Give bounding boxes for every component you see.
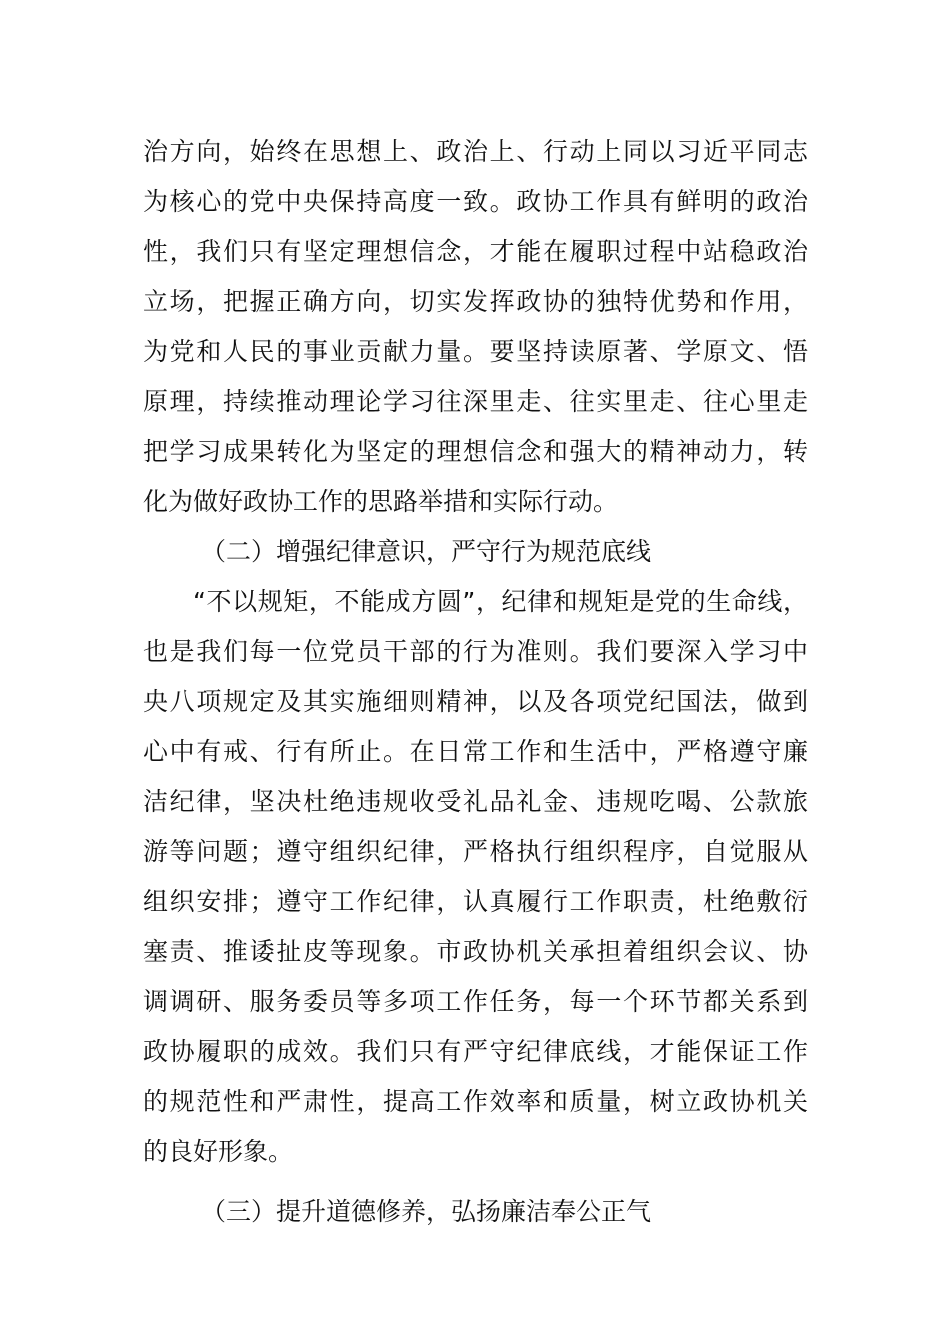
paragraph-line: 为党和人民的事业贡献力量。要坚持读原著、学原文、悟 bbox=[143, 337, 808, 366]
paragraph-line: 央八项规定及其实施细则精神，以及各项党纪国法，做到 bbox=[143, 687, 808, 716]
paragraph-line: 把学习成果转化为坚定的理想信念和强大的精神动力，转 bbox=[143, 437, 808, 466]
paragraph-discipline bbox=[143, 577, 808, 1177]
paragraph-line: 为核心的党中央保持高度一致。政协工作具有鲜明的政治 bbox=[143, 187, 808, 216]
paragraph-line: 塞责、推诿扯皮等现象。市政协机关承担着组织会议、协 bbox=[143, 937, 808, 966]
paragraph-line: 组织安排；遵守工作纪律，认真履行工作职责，杜绝敷衍 bbox=[143, 887, 808, 916]
paragraph-political-direction bbox=[143, 127, 808, 527]
document-body bbox=[143, 127, 808, 1237]
section-heading-morality: （三）提升道德修养，弘扬廉洁奉公正气 bbox=[201, 1197, 652, 1226]
paragraph-line: 化为做好政协工作的思路举措和实际行动。 bbox=[143, 487, 619, 516]
paragraph-line: 原理，持续推动理论学习往深里走、往实里走、往心里走 bbox=[143, 387, 808, 416]
paragraph-line: 心中有戒、行有所止。在日常工作和生活中，严格遵守廉 bbox=[143, 737, 808, 766]
paragraph-line: 政协履职的成效。我们只有严守纪律底线，才能保证工作 bbox=[143, 1037, 808, 1066]
section-heading-discipline: （二）增强纪律意识，严守行为规范底线 bbox=[201, 537, 652, 566]
paragraph-line: 洁纪律，坚决杜绝违规收受礼品礼金、违规吃喝、公款旅 bbox=[143, 787, 808, 816]
paragraph-line: 调调研、服务委员等多项工作任务，每一个环节都关系到 bbox=[143, 987, 808, 1016]
paragraph-line: 游等问题；遵守组织纪律，严格执行组织程序，自觉服从 bbox=[143, 837, 808, 866]
paragraph-line: 也是我们每一位党员干部的行为准则。我们要深入学习中 bbox=[143, 637, 808, 666]
paragraph-line: 的规范性和严肃性，提高工作效率和质量，树立政协机关 bbox=[143, 1087, 808, 1116]
paragraph-line: “不以规矩，不能成方圆”，纪律和规矩是党的生命线， bbox=[193, 587, 808, 616]
spacer bbox=[143, 1177, 808, 1187]
paragraph-line: 治方向，始终在思想上、政治上、行动上同以习近平同志 bbox=[143, 137, 808, 166]
paragraph-line: 的良好形象。 bbox=[143, 1137, 294, 1166]
paragraph-line: 性，我们只有坚定理想信念，才能在履职过程中站稳政治 bbox=[143, 237, 808, 266]
paragraph-line: 立场，把握正确方向，切实发挥政协的独特优势和作用， bbox=[143, 287, 808, 316]
